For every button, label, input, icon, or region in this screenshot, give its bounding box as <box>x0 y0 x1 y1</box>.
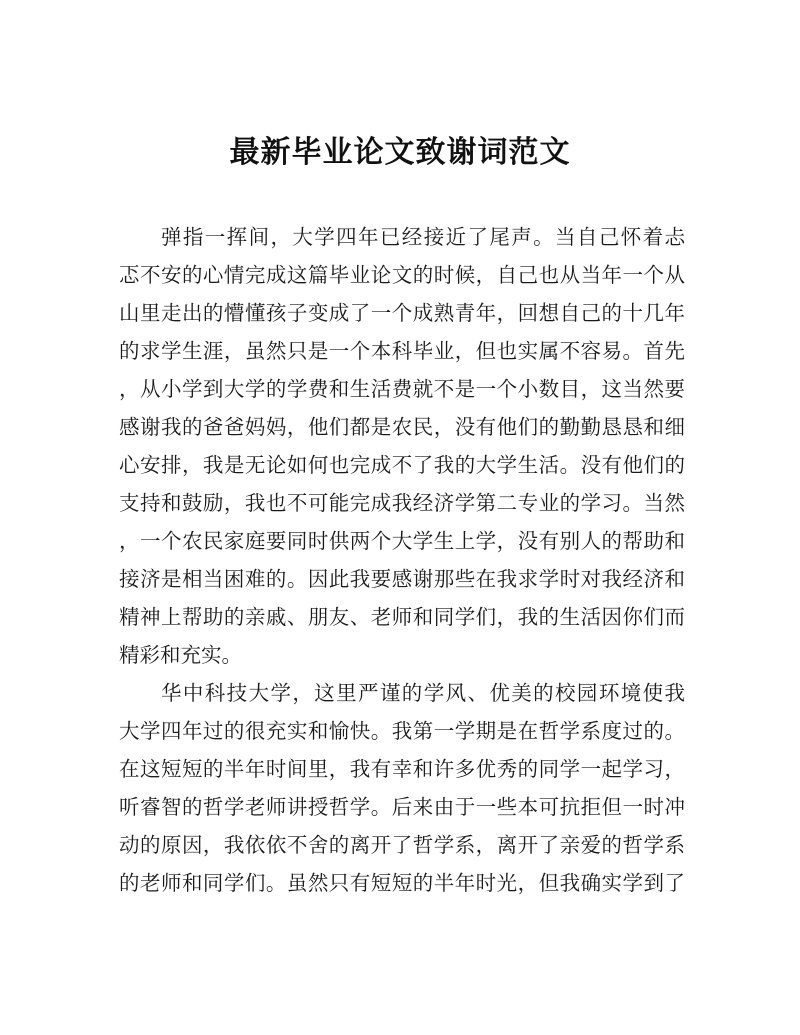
paragraph-line: 心安排，我是无论如何也完成不了我的大学生活。没有他们的 <box>119 453 685 477</box>
paragraph-line: 大学四年过的很充实和愉快。我第一学期是在哲学系度过的。 <box>119 719 685 743</box>
document-body <box>119 218 685 902</box>
paragraph-line: 精神上帮助的亲戚、朋友、老师和同学们，我的生活因你们而 <box>119 605 685 629</box>
paragraph-line: 感谢我的爸爸妈妈，他们都是农民，没有他们的勤勤恳恳和细 <box>119 415 685 439</box>
paragraph-line: ，从小学到大学的学费和生活费就不是一个小数目，这当然要 <box>119 377 685 401</box>
paragraph-line: 动的原因，我依依不舍的离开了哲学系，离开了亲爱的哲学系 <box>119 833 685 857</box>
paragraph-line: 听睿智的哲学老师讲授哲学。后来由于一些本可抗拒但一时冲 <box>119 795 685 819</box>
paragraph-line: 弹指一挥间，大学四年已经接近了尾声。当自己怀着忐 <box>161 225 685 249</box>
paragraph-line: 接济是相当困难的。因此我要感谢那些在我求学时对我经济和 <box>119 567 685 591</box>
paragraph-line: 忑不安的心情完成这篇毕业论文的时候，自己也从当年一个从 <box>119 263 685 287</box>
paragraph-line: 的老师和同学们。虽然只有短短的半年时光，但我确实学到了 <box>119 871 685 895</box>
paragraph <box>119 218 685 674</box>
paragraph-line: 的求学生涯，虽然只是一个本科毕业，但也实属不容易。首先 <box>119 339 685 363</box>
paragraph-line: 华中科技大学，这里严谨的学风、优美的校园环境使我 <box>161 681 685 705</box>
paragraph-line: 在这短短的半年时间里，我有幸和许多优秀的同学一起学习， <box>119 757 685 781</box>
document-title: 最新毕业论文致谢词范文 <box>229 135 571 170</box>
paragraph <box>119 674 685 902</box>
paragraph-line: 精彩和充实。 <box>119 643 242 667</box>
paragraph-line: ，一个农民家庭要同时供两个大学生上学，没有别人的帮助和 <box>119 529 685 553</box>
paragraph-line: 支持和鼓励，我也不可能完成我经济学第二专业的学习。当然 <box>119 491 685 515</box>
paragraph-line: 山里走出的懵懂孩子变成了一个成熟青年，回想自己的十几年 <box>119 301 685 325</box>
